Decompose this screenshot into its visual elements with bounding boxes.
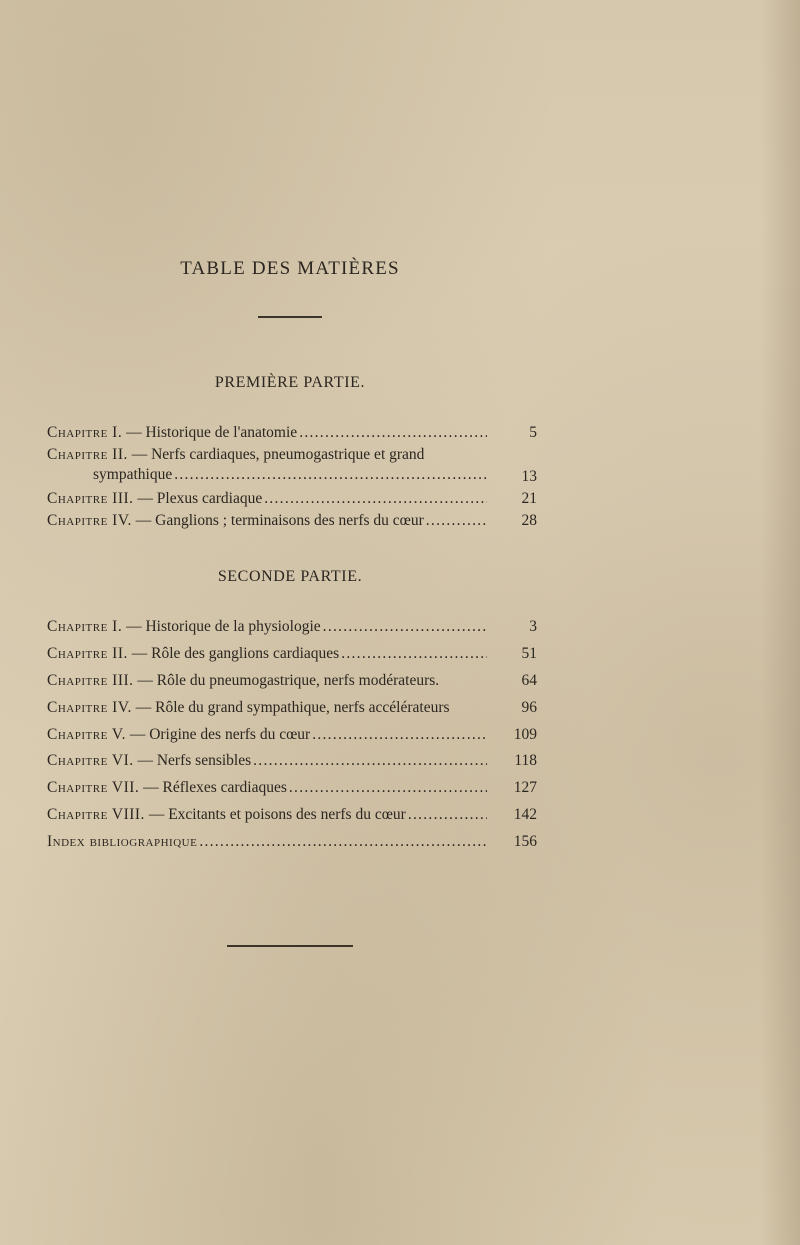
toc-entry <box>47 445 537 487</box>
dot-leader <box>312 725 487 745</box>
chapter-title: — Origine des nerfs du cœur <box>129 725 311 743</box>
dot-leader <box>408 805 487 825</box>
chapter-label: Chapitre VII. <box>47 779 140 797</box>
dot-leader <box>299 423 487 443</box>
part-heading-premiere: PREMIÈRE PARTIE. <box>214 374 366 391</box>
page-title: TABLE DES MATIÈRES <box>180 258 400 279</box>
page-number: 21 <box>521 490 537 507</box>
chapter-label: Chapitre IV. <box>47 698 132 716</box>
chapter-label: Chapitre II. <box>47 446 128 463</box>
page-number: 142 <box>513 806 537 824</box>
chapter-title: — Ganglions ; terminaisons des nerfs du cœur <box>135 512 424 529</box>
page-number: 156 <box>513 833 537 851</box>
dot-leader <box>341 644 487 664</box>
dot-leader <box>264 489 487 509</box>
part-heading-seconde: SECONDE PARTIE. <box>217 568 363 585</box>
toc-part-1 <box>47 423 537 533</box>
dot-leader <box>253 751 487 771</box>
toc-entry <box>47 423 537 443</box>
toc-part-2 <box>47 617 537 859</box>
page-number: 3 <box>529 618 537 635</box>
chapter-title-continued: sympathique <box>93 466 173 483</box>
chapter-label: Chapitre VI. <box>47 752 134 770</box>
chapter-title: — Rôle des ganglions cardiaques <box>131 644 340 662</box>
chapter-title: — Excitants et poisons des nerfs du cœur <box>148 806 406 824</box>
chapter-label: Chapitre VIII. <box>47 806 145 824</box>
chapter-label: Chapitre V. <box>47 725 126 743</box>
toc-entry <box>47 698 537 722</box>
dot-leader <box>426 511 487 531</box>
page-number: 96 <box>521 698 537 716</box>
page-number: 109 <box>513 725 537 743</box>
chapter-label: Chapitre III. <box>47 671 134 689</box>
page-edge-shadow <box>760 0 800 1245</box>
page-number: 5 <box>529 424 537 441</box>
dot-leader <box>174 465 487 485</box>
chapter-title: — Nerfs cardiaques, pneumogastrique et grand <box>131 446 425 463</box>
chapter-title: — Rôle du pneumogastrique, nerfs modérateurs. <box>137 671 440 689</box>
toc-entry <box>47 644 537 668</box>
chapter-label: Chapitre I. <box>47 618 123 635</box>
toc-entry <box>47 489 537 509</box>
title-rule <box>258 316 322 318</box>
toc-entry <box>47 725 537 749</box>
toc-entry <box>47 805 537 829</box>
chapter-title: — Nerfs sensibles <box>137 752 252 770</box>
dot-leader <box>289 778 487 798</box>
page-number: 28 <box>521 512 537 529</box>
chapter-title: — Plexus cardiaque <box>137 490 263 507</box>
chapter-label: Chapitre II. <box>47 644 128 662</box>
page-number: 64 <box>521 671 537 689</box>
toc-entry <box>47 671 537 695</box>
chapter-label: Chapitre IV. <box>47 512 132 529</box>
toc-entry <box>47 778 537 802</box>
page-number: 118 <box>514 752 537 770</box>
chapter-title: — Historique de la physiologie <box>126 618 321 635</box>
toc-entry <box>47 751 537 775</box>
toc-entry <box>47 617 537 641</box>
page-number: 127 <box>513 779 537 797</box>
chapter-title: — Réflexes cardiaques <box>143 779 287 797</box>
toc-entry <box>47 832 537 856</box>
index-label: Index bibliographique <box>47 833 198 851</box>
chapter-label: Chapitre I. <box>47 424 123 441</box>
page-number: 51 <box>521 644 537 662</box>
chapter-label: Chapitre III. <box>47 490 134 507</box>
page-number: 13 <box>521 468 537 485</box>
toc-entry <box>47 511 537 531</box>
chapter-title: — Historique de l'anatomie <box>126 424 298 441</box>
dot-leader <box>323 617 487 637</box>
chapter-title: — Rôle du grand sympathique, nerfs accélérateurs <box>135 698 450 716</box>
closing-rule <box>227 945 353 947</box>
dot-leader <box>199 832 487 852</box>
